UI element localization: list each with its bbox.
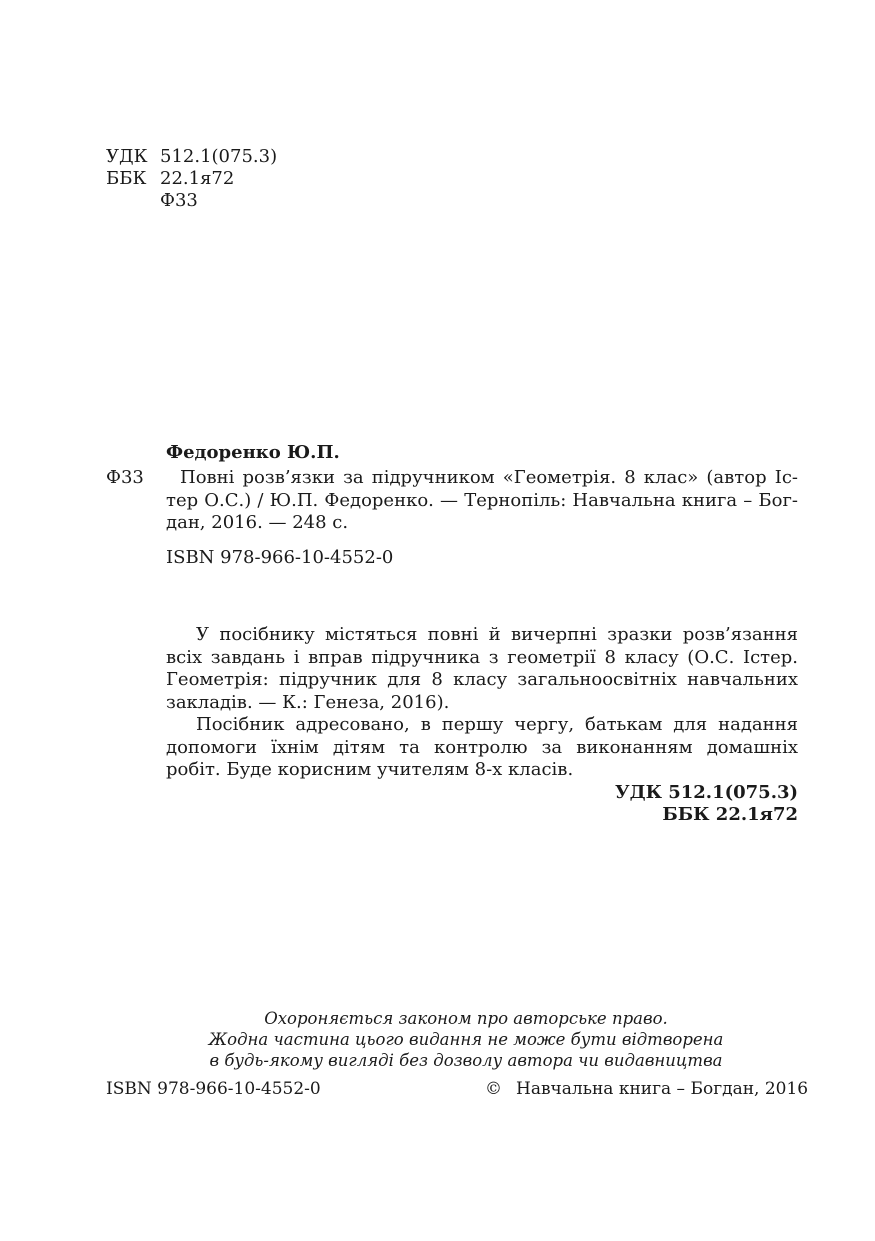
copyright-notice-line-2: Жодна частина цього видання не може бути відтворена <box>208 1030 724 1049</box>
abstract-paragraph-2: Посібник адресовано, в першу чергу, батькам для надання допомоги їхнім дітям та контролю за виконанням домашніх робіт. Буде корисним учителям 8-х класів. <box>166 714 798 780</box>
author-sign-top: Ф33 <box>160 190 198 211</box>
author-sign: Ф33 <box>106 467 144 488</box>
isbn-footer: ISBN 978-966-10-4552-0 <box>106 1079 321 1099</box>
udk-value: 512.1(075.3) <box>160 146 278 167</box>
abstract-udk: УДК 512.1(075.3) <box>614 782 798 803</box>
udk-label: УДК <box>106 146 148 167</box>
copyright-notice <box>166 1008 766 1071</box>
abstract <box>166 624 798 782</box>
abstract-bbk: ББК 22.1я72 <box>662 804 798 825</box>
copyright-icon: © <box>485 1079 502 1099</box>
abstract-codes <box>615 782 798 826</box>
copyright-line <box>485 1078 808 1100</box>
author-name: Федоренко Ю.П. <box>166 442 340 463</box>
abstract-paragraph-1: У посібнику містяться повні й вичерпні зразки розв’язання всіх завдань і вправ підручника з геометрії 8 класу (О.С. Істер. Геометрія: підручник для 8 класу загальноосвітніх навчальних закладів. — К.: Генеза, 2016). <box>166 624 798 713</box>
copyright-notice-line-1: Охороняється законом про авторське право. <box>264 1009 668 1028</box>
isbn-record: ISBN 978-966-10-4552-0 <box>166 547 394 568</box>
copyright-notice-line-3: в будь-якому вигляді без дозволу автора чи видавництва <box>209 1051 723 1070</box>
bibliographic-description: Повні розв’язки за підручником «Геометрія. 8 клас» (автор Істер О.С.) / Ю.П. Федоренко. — Тернопіль: Навчальна книга – Богдан, 2016. — 248 с. <box>166 467 798 533</box>
bbk-value: 22.1я72 <box>160 168 235 189</box>
bbk-label: ББК <box>106 168 147 189</box>
publisher: Навчальна книга – Богдан, 2016 <box>516 1079 809 1099</box>
